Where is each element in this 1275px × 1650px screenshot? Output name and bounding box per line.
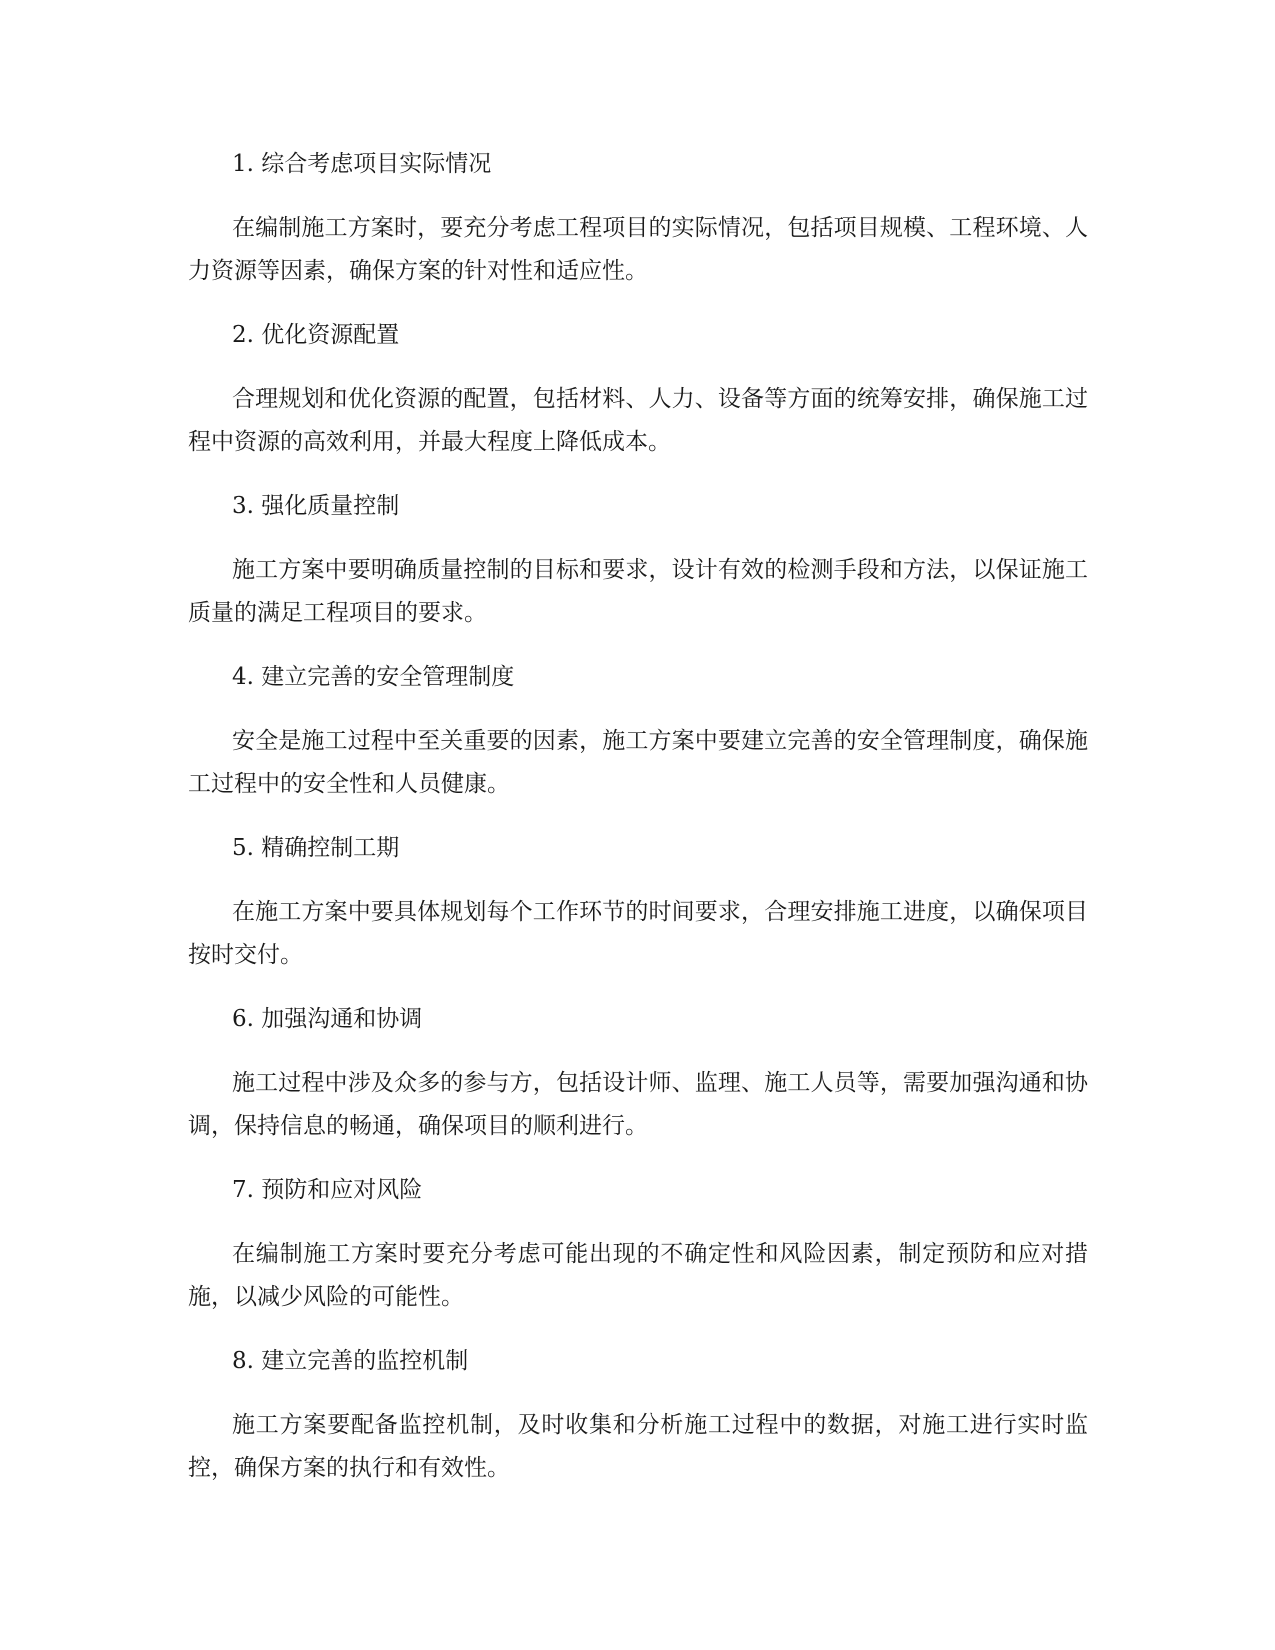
section-3 — [188, 485, 1088, 635]
section-paragraph: 在编制施工方案时，要充分考虑工程项目的实际情况，包括项目规模、工程环境、人力资源等因素，确保方案的针对性和适应性。 — [188, 215, 1088, 284]
section-heading: 6. 加强沟通和协调 — [232, 1006, 423, 1032]
section-heading: 7. 预防和应对风险 — [232, 1177, 423, 1203]
section-heading: 2. 优化资源配置 — [232, 322, 400, 348]
section-paragraph: 合理规划和优化资源的配置，包括材料、人力、设备等方面的统筹安排，确保施工过程中资源的高效利用，并最大程度上降低成本。 — [188, 386, 1088, 455]
section-8 — [188, 1340, 1088, 1490]
section-heading: 4. 建立完善的安全管理制度 — [232, 664, 515, 690]
section-heading: 5. 精确控制工期 — [232, 835, 400, 861]
section-paragraph: 施工方案要配备监控机制，及时收集和分析施工过程中的数据，对施工进行实时监控，确保方案的执行和有效性。 — [188, 1412, 1088, 1481]
section-paragraph: 在编制施工方案时要充分考虑可能出现的不确定性和风险因素，制定预防和应对措施，以减少风险的可能性。 — [188, 1241, 1088, 1310]
section-1 — [188, 143, 1088, 293]
section-2 — [188, 314, 1088, 464]
section-heading: 3. 强化质量控制 — [232, 493, 400, 519]
section-paragraph: 安全是施工过程中至关重要的因素，施工方案中要建立完善的安全管理制度，确保施工过程中的安全性和人员健康。 — [188, 728, 1088, 797]
section-4 — [188, 656, 1088, 806]
section-paragraph: 在施工方案中要具体规划每个工作环节的时间要求，合理安排施工进度，以确保项目按时交付。 — [188, 899, 1088, 968]
document-body — [188, 143, 1088, 1490]
section-6 — [188, 998, 1088, 1148]
section-paragraph: 施工过程中涉及众多的参与方，包括设计师、监理、施工人员等，需要加强沟通和协调，保持信息的畅通，确保项目的顺利进行。 — [188, 1070, 1088, 1139]
section-heading: 1. 综合考虑项目实际情况 — [232, 151, 492, 177]
section-heading: 8. 建立完善的监控机制 — [232, 1348, 469, 1374]
section-7 — [188, 1169, 1088, 1319]
section-paragraph: 施工方案中要明确质量控制的目标和要求，设计有效的检测手段和方法，以保证施工质量的满足工程项目的要求。 — [188, 557, 1088, 626]
section-5 — [188, 827, 1088, 977]
